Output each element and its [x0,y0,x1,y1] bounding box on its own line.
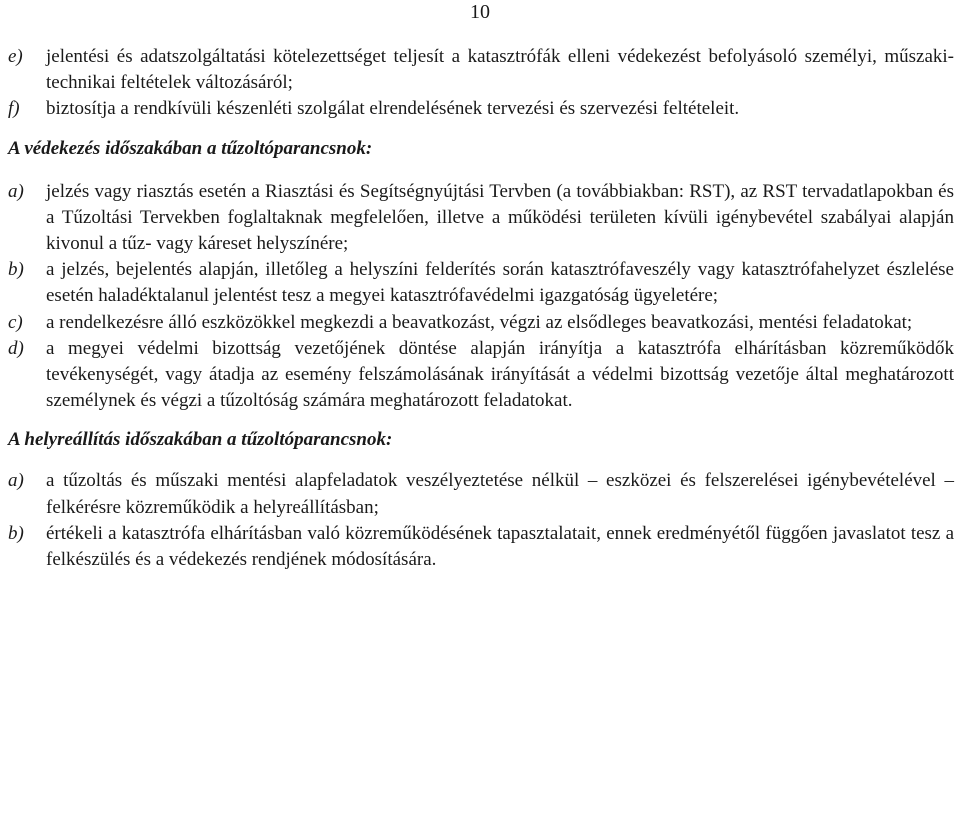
section-heading-defense: A védekezés időszakában a tűzoltóparancsnok: [8,137,373,159]
list-item-text: a megyei védelmi bizottság vezetőjének döntése alapján irányítja a katasztrófa elhárításban közreműködők tevékenységét, vagy átadja az esemény felszámolásának irányítását a védelmi bizottság vezetője által meghatározott személynek és végzi a tűzoltóság számára meghatározott feladatokat. [46,337,954,412]
list-marker: b) [8,259,24,281]
list-item-text: a rendelkezésre álló eszközökkel megkezdi a beavatkozást, végzi az elsődleges beavatkozási, mentési feladatokat; [46,311,913,333]
list-item-f [8,96,954,122]
document-body [8,44,954,573]
page-number: 10 [470,1,490,23]
list-item-text: jelzés vagy riasztás esetén a Riasztási és Segítségnyújtási Tervben (a továbbiakban: RST), az RST tervadatlapokban és a Tűzoltási Tervekben foglaltaknak megfelelően, illetve a működési területen kívüli igénybevétel szabályai alapján kivonul a tűz- vagy káreset helyszínére; [46,180,954,255]
list-marker: b) [8,522,24,544]
list-item-text: jelentési és adatszolgáltatási kötelezettséget teljesít a katasztrófák elleni védekezést befolyásoló személyi, műszaki-technikai feltételek változásáról; [46,46,954,94]
defense-item-b [8,257,954,309]
list-marker: d) [8,337,24,359]
recovery-item-b [8,521,954,573]
defense-item-d [8,336,954,415]
list-item-text: biztosítja a rendkívüli készenléti szolgálat elrendelésének tervezési és szervezési feltételeit. [46,98,740,120]
list-marker: a) [8,180,24,202]
list-marker: f) [8,98,20,120]
defense-item-c [8,310,954,336]
list-marker: c) [8,311,23,333]
list-item-text: értékeli a katasztrófa elhárításban való közreműködésének tapasztalatait, ennek eredményétől függően javaslatot tesz a felkészülés és a védekezés rendjének módosítására. [46,522,954,571]
defense-item-a [8,179,954,258]
list-item-e [8,44,954,96]
list-marker: e) [8,46,23,67]
list-item-text: a tűzoltás és műszaki mentési alapfeladatok veszélyeztetése nélkül – eszközei és felszerelései igénybevételével – felkérésre közreműködik a helyreállításban; [46,470,954,518]
section-heading-recovery: A helyreállítás időszakában a tűzoltóparancsnok: [8,429,393,451]
list-marker: a) [8,470,24,492]
list-item-text: a jelzés, bejelentés alapján, illetőleg a helyszíni felderítés során katasztrófaveszély vagy katasztrófahelyzet észlelése esetén haladéktalanul jelentést tesz a megyei katasztrófavédelmi igazgatóság ügyeletére; [46,259,954,307]
recovery-item-a [8,468,954,520]
